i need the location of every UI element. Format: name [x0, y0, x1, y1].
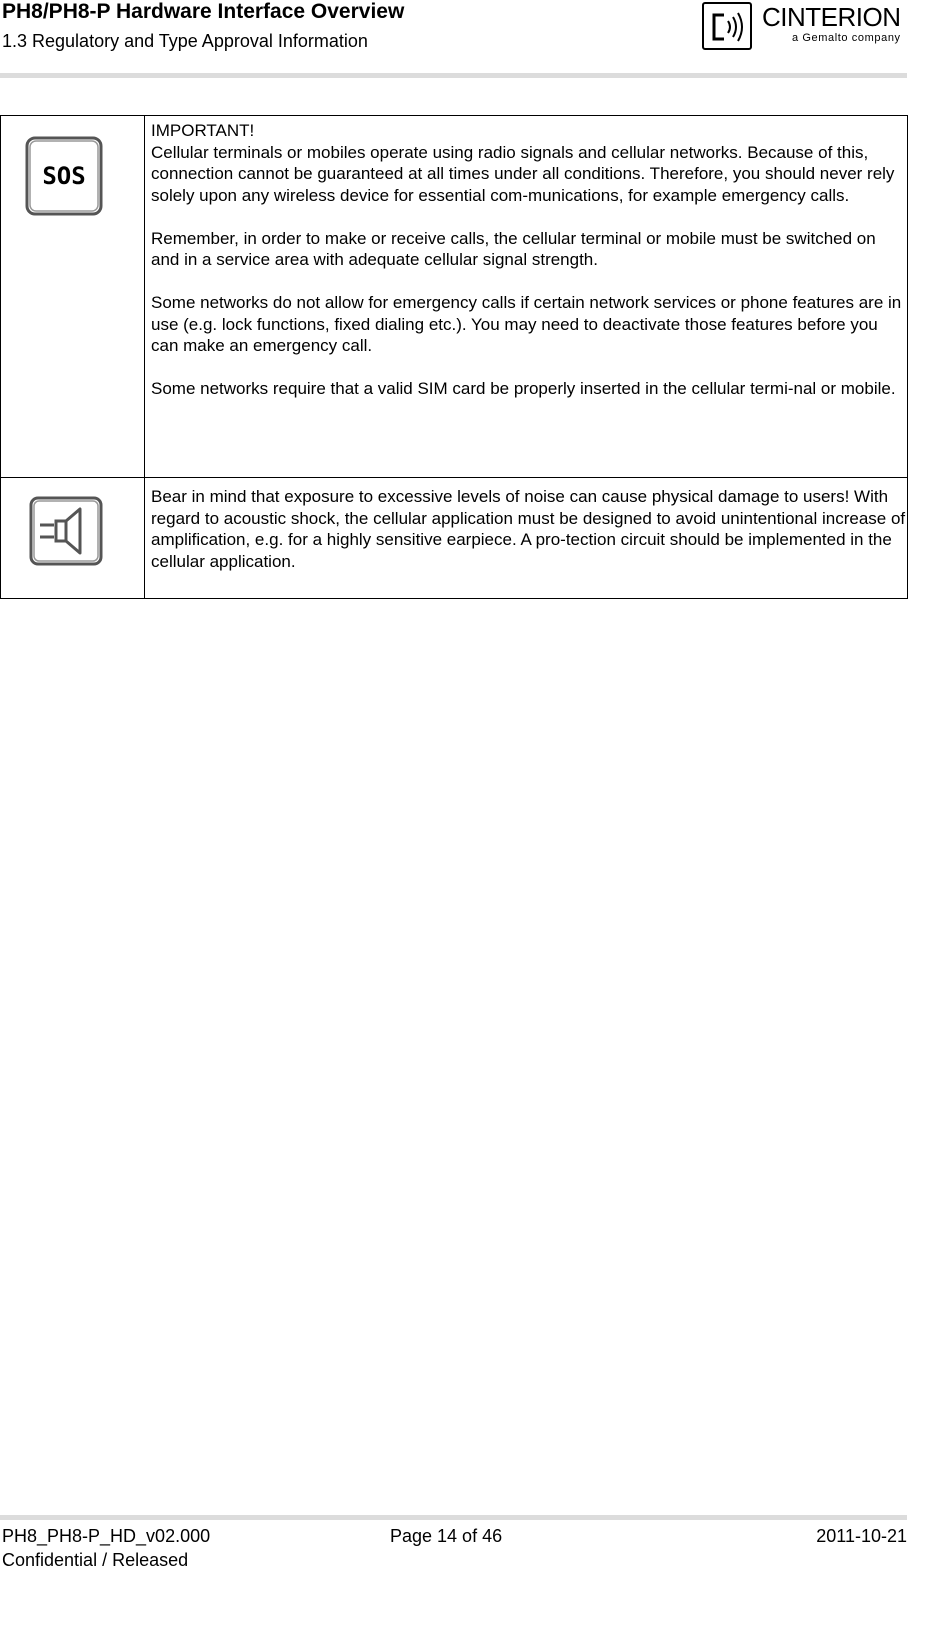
sos-icon: [24, 135, 104, 217]
icon-cell: [1, 478, 145, 599]
section-subtitle: 1.3 Regulatory and Type Approval Information: [2, 31, 368, 51]
document-id: PH8_PH8-P_HD_v02.000: [2, 1526, 211, 1546]
loudspeaker-icon: [28, 495, 104, 567]
table-row: [1, 116, 908, 478]
logo-tagline: a Gemalto company: [792, 32, 901, 44]
classification-label: Confidential / Released: [2, 1550, 189, 1570]
note-paragraph: Remember, in order to make or receive calls, the cellular terminal or mobile must be switched on and in a service area with adequate cellular signal strength.: [151, 228, 876, 269]
note-text-cell: [145, 478, 908, 599]
page-number: Page 14 of 46: [390, 1526, 503, 1546]
header-divider: [0, 73, 907, 78]
svg-text:SOS: SOS: [42, 162, 86, 190]
logo-wordmark: CINTERION: [762, 2, 901, 32]
note-paragraph: IMPORTANT! Cellular terminals or mobiles operate using radio signals and cellular networks. Because of this, connection cannot be guaranteed at all times under all conditions. Therefore, you should never rely solely upon any wireless device for essential com-munications, for example emergency calls.: [151, 121, 895, 205]
note-text-cell: [145, 116, 908, 478]
cinterion-logo: [702, 2, 907, 52]
safety-notes-table: [0, 115, 908, 599]
cinterion-logo-mark-icon: [702, 2, 752, 50]
note-paragraph: Some networks require that a valid SIM card be properly inserted in the cellular termi-nal or mobile.: [151, 379, 896, 398]
icon-cell: [1, 116, 145, 478]
document-title: PH8/PH8-P Hardware Interface Overview: [2, 0, 405, 23]
note-paragraph: Some networks do not allow for emergency calls if certain network services or phone features are in use (e.g. lock functions, fixed dialing etc.). You may need to deactivate those features before you can make an emergency call.: [151, 293, 902, 355]
footer-divider: [0, 1515, 907, 1520]
page-header: [0, 0, 947, 80]
note-paragraph: Bear in mind that exposure to excessive levels of noise can cause physical damage to users! With regard to acoustic shock, the cellular application must be designed to avoid unintentional increase of amplification, e.g. for a highly sensitive earpiece. A pro-tection circuit should be implemented in the cellular application.: [151, 487, 906, 571]
table-row: [1, 478, 908, 599]
document-date: 2011-10-21: [816, 1526, 907, 1546]
